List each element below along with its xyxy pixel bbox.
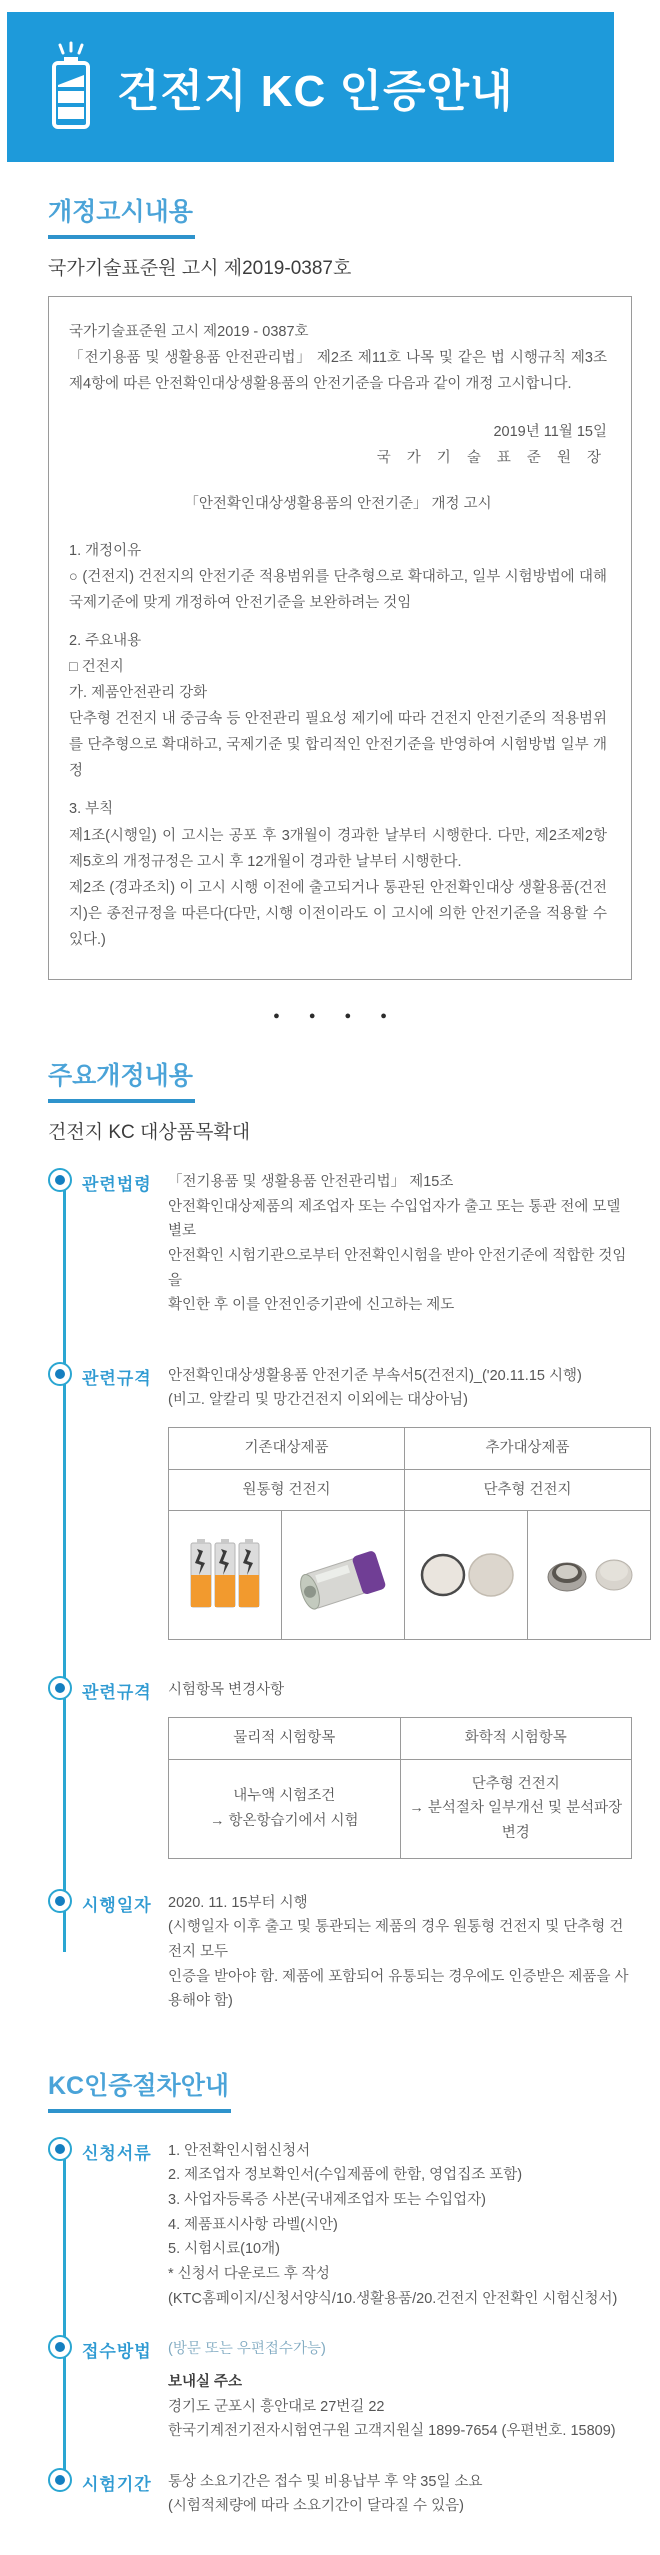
aa-batteries-image <box>169 1511 282 1640</box>
text-line: (비고. 알칼리 및 망간건전지 이외에는 대상아님) <box>168 1392 468 1409</box>
documents-body <box>168 2139 632 2311</box>
text-line: 안전확인대상생활용품 안전기준 부속서5(건전지)_('20.11.15 시행) <box>168 1367 582 1384</box>
revision-heading: 주요개정내용 <box>48 1056 195 1103</box>
column-header: 화학적 시험항목 <box>400 1718 632 1760</box>
address-label: 보내실 주소 <box>168 2373 243 2390</box>
column-header: 물리적 시험항목 <box>169 1718 401 1760</box>
timeline-bullet-icon <box>48 2468 72 2492</box>
notice-doc-title: 「안전확인대상생활용품의 안전기준」 개정 고시 <box>184 496 492 513</box>
notice-content-sub: 가. 제품안전관리 강화 <box>69 685 208 702</box>
text-line: 안전확인 시험기관으로부터 안전확인시험을 받아 안전기준에 적합한 것임을 <box>168 1247 627 1289</box>
duration-body <box>168 2470 632 2519</box>
law-label: 관련법령 <box>82 1174 152 1194</box>
notice-content-body: 단추형 건전지 내 중금속 등 안전관리 필요성 제기에 따라 건전지 안전기준의 적용범위를 단추형으로 확대하고, 국제기준 및 합리적인 안전기준을 반영하여 시험방법 일부 개정 <box>69 711 607 780</box>
timeline-bullet-icon <box>48 1168 72 1192</box>
duration-label: 시험기간 <box>82 2474 152 2494</box>
section-separator-dots: ● ● ● ● <box>273 1009 400 1022</box>
table-cell: 단추형 건전지 <box>405 1469 651 1511</box>
procedure-timeline <box>48 2139 632 2519</box>
cylindrical-battery-image <box>282 1511 405 1640</box>
test-items-label: 관련규격 <box>82 1683 152 1703</box>
column-header: 추가대상제품 <box>405 1428 651 1470</box>
timeline-item-effective-date <box>48 1891 632 2014</box>
notice-signer: 국 가 기 술 표 준 원 장 <box>376 450 607 467</box>
coin-cells-image <box>405 1511 528 1640</box>
battery-icon <box>45 41 97 133</box>
timeline-bullet-icon <box>48 2335 72 2359</box>
timeline-item-duration <box>48 2470 632 2519</box>
text-line: 2020. 11. 15부터 시행 <box>168 1894 308 1911</box>
table-header-row <box>169 1428 651 1470</box>
physical-test-cell <box>169 1759 401 1858</box>
notice-reason-body: ○ (건전지) 건전지의 안전기준 적용범위를 단추형으로 확대하고, 일부 시험방법에 대해 국제기준에 맞게 개정하여 안전기준을 보완하려는 것임 <box>69 568 607 611</box>
notice-content-heading: 2. 주요내용 <box>69 632 142 649</box>
standard-body <box>168 1364 651 1651</box>
text-line: 내누액 시험조건 <box>233 1787 336 1804</box>
address-line: 한국기계전기전자시험연구원 고객지원실 1899-7654 (우편번호. 15809) <box>168 2423 616 2440</box>
timeline-bullet-icon <box>48 2137 72 2161</box>
timeline-bullet-icon <box>48 1676 72 1700</box>
effective-date-body <box>168 1891 632 2014</box>
timeline-bullet-icon <box>48 1362 72 1386</box>
document-item: 3. 사업자등록증 사본(국내제조업자 또는 수입업자) <box>168 2192 487 2209</box>
notice-heading: 개정고시내용 <box>48 192 195 239</box>
timeline-item-test-items <box>48 1678 632 1868</box>
address-line: 경기도 군포시 흥안대로 27번길 22 <box>168 2398 385 2415</box>
button-cells-image <box>528 1511 651 1640</box>
test-items-title: 시험항목 변경사항 <box>168 1682 285 1699</box>
document-item: 4. 제품표시사항 라벨(시안) <box>168 2216 338 2233</box>
notice-addendum-heading: 3. 부칙 <box>69 801 114 818</box>
notice-addendum-1: 제1조(시행일) 이 고시는 공포 후 3개월이 경과한 날부터 시행한다. 다만, 제2조제2항제5호의 개정규정은 고시 후 12개월이 경과한 날부터 시행한다. <box>69 827 607 870</box>
table-cell: 원통형 건전지 <box>169 1469 405 1511</box>
official-notice-box <box>48 296 632 980</box>
text-line: 안전확인대상제품의 제조업자 또는 수입업자가 출고 또는 통관 전에 모델별로 <box>168 1198 621 1240</box>
notice-subtitle: 국가기술표준원 고시 제2019-0387호 <box>48 258 352 279</box>
document-note: * 신청서 다운로드 후 작성 <box>168 2265 330 2282</box>
section-procedure <box>48 2066 632 2519</box>
chemical-test-cell <box>400 1759 632 1858</box>
document-item: 5. 시험시료(10개) <box>168 2241 280 2258</box>
timeline-item-documents <box>48 2139 632 2311</box>
section-notice <box>48 192 632 980</box>
text-line: (시험적체량에 따라 소요기간이 달라질 수 있음) <box>168 2498 464 2515</box>
target-products-table <box>168 1427 651 1640</box>
reception-body <box>168 2337 632 2444</box>
header-banner <box>7 12 614 162</box>
law-body <box>168 1170 632 1318</box>
text-line: 통상 소요기간은 접수 및 비용납부 후 약 35일 소요 <box>168 2473 483 2490</box>
table-header-row <box>169 1718 632 1760</box>
test-items-body <box>168 1678 632 1868</box>
text-line: 단추형 건전지 <box>471 1775 560 1792</box>
documents-label: 신청서류 <box>82 2143 152 2163</box>
timeline-item-law <box>48 1170 632 1318</box>
revision-timeline <box>48 1170 632 2014</box>
reception-note: (방문 또는 우편접수가능) <box>168 2341 326 2358</box>
timeline-item-reception <box>48 2337 632 2444</box>
effective-date-label: 시행일자 <box>82 1895 152 1915</box>
table-body-row <box>169 1759 632 1858</box>
notice-content-item: □ 건전지 <box>69 658 124 675</box>
column-header: 기존대상제품 <box>169 1428 405 1470</box>
test-items-table <box>168 1717 632 1859</box>
text-line: 「전기용품 및 생활용품 안전관리법」 제15조 <box>168 1173 454 1190</box>
standard-label: 관련규격 <box>82 1368 152 1388</box>
page-title: 건전지 KC 인증안내 <box>117 67 514 116</box>
notice-addendum-2: 제2조 (경과조치) 이 고시 시행 이전에 출고되거나 통관된 안전확인대상 생활용품(건전지)은 종전규정을 따른다(다만, 시행 이전이라도 이 고시에 의한 안전기준을 적용할 수 있다.) <box>69 879 607 948</box>
text-line: → 분석절차 일부개선 및 분석파장변경 <box>409 1800 623 1841</box>
notice-reason-heading: 1. 개정이유 <box>69 542 142 559</box>
timeline-bullet-icon <box>48 1889 72 1913</box>
revision-subtitle: 건전지 KC 대상품목확대 <box>48 1121 251 1143</box>
document-note: (KTC홈페이지/신청서양식/10.생활용품/20.건전지 안전확인 시험신청서) <box>168 2290 618 2307</box>
document-item: 1. 안전확인시험신청서 <box>168 2142 311 2159</box>
reception-label: 접수방법 <box>82 2342 152 2362</box>
document-item: 2. 제조업자 정보확인서(수입제품에 한함, 영업집조 포함) <box>168 2167 523 2184</box>
section-revision <box>48 1056 632 2014</box>
text-line: (시행일자 이후 출고 및 통관되는 제품의 경우 원통형 건전지 및 단추형 건전지 모두 <box>168 1919 624 1960</box>
text-line: 인증을 받아야 함. 제품에 포함되어 유통되는 경우에도 인증받은 제품을 사용해야 함) <box>168 1968 629 2010</box>
notice-intro: 「전기용품 및 생활용품 안전관리법」 제2조 제11호 나목 및 같은 법 시행규칙 제3조제4항에 따른 안전확인대상생활용품의 안전기준을 다음과 같이 개정 고시합니다. <box>69 350 607 393</box>
table-image-row <box>169 1511 651 1640</box>
procedure-heading: KC인증절차안내 <box>48 2066 231 2113</box>
text-line: 확인한 후 이를 안전인증기관에 신고하는 제도 <box>168 1297 455 1314</box>
notice-date: 2019년 11월 15일 <box>493 424 607 441</box>
text-line: → 항온항습기에서 시험 <box>209 1812 359 1829</box>
notice-doc-no: 국가기술표준원 고시 제2019 - 0387호 <box>69 324 309 340</box>
table-subheader-row <box>169 1469 651 1511</box>
timeline-item-standard <box>48 1364 632 1651</box>
